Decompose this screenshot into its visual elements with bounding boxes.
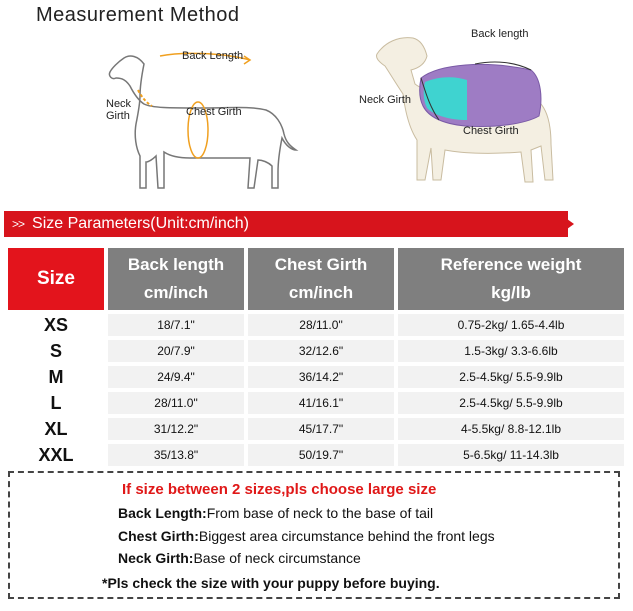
- chest-girth-label-right: Chest Girth: [463, 125, 519, 137]
- header-back-length-line2: cm/inch: [143, 283, 209, 302]
- table-row: [8, 366, 624, 388]
- table-row: [8, 314, 624, 336]
- table-row: [8, 444, 624, 466]
- back-length-label: Back Length: [182, 50, 244, 62]
- chest-girth-cell: 41/16.1": [248, 392, 394, 414]
- size-cell: S: [8, 340, 104, 362]
- chest-girth-cell: 36/14.2": [248, 366, 394, 388]
- chest-girth-cell: 28/11.0": [248, 314, 394, 336]
- dog-in-vest-icon: [355, 20, 580, 192]
- weight-cell: 5-6.5kg/ 11-14.3lb: [398, 444, 624, 466]
- back-length-cell: 24/9.4": [108, 366, 244, 388]
- back-length-cell: 31/12.2": [108, 418, 244, 440]
- chest-girth-cell: 45/17.7": [248, 418, 394, 440]
- dog-measurement-diagram: [100, 38, 310, 210]
- neck-girth-label-line1: Neck: [106, 98, 132, 110]
- banner-tail: [556, 211, 574, 237]
- weight-cell: 2.5-4.5kg/ 5.5-9.9lb: [398, 392, 624, 414]
- note-chest-girth-desc: Biggest area circumstance behind the front legs: [198, 528, 495, 544]
- size-cell: XXL: [8, 444, 104, 466]
- chest-girth-cell: 50/19.7": [248, 444, 394, 466]
- neck-girth-label-right: Neck Girth: [359, 94, 411, 106]
- size-warning: If size between 2 sizes,pls choose large size: [122, 481, 437, 498]
- header-size: Size: [8, 248, 104, 310]
- page-title: Measurement Method: [36, 4, 240, 26]
- note-back-length-desc: From base of neck to the base of tail: [206, 505, 434, 521]
- table-row: [8, 340, 624, 362]
- note-chest-girth: [118, 528, 495, 544]
- double-chevron-icon: >>: [12, 217, 25, 231]
- note-chest-girth-term: Chest Girth:: [118, 528, 199, 544]
- header-reference-weight: [398, 248, 624, 310]
- neck-girth-label-line2: Girth: [106, 110, 130, 122]
- table-header-row: [8, 248, 624, 310]
- weight-cell: 2.5-4.5kg/ 5.5-9.9lb: [398, 366, 624, 388]
- size-cell: L: [8, 392, 104, 414]
- note-back-length-term: Back Length:: [118, 505, 207, 521]
- note-neck-girth-term: Neck Girth:: [118, 550, 194, 566]
- weight-cell: 0.75-2kg/ 1.65-4.4lb: [398, 314, 624, 336]
- footer-note: *Pls check the size with your puppy before buying.: [102, 575, 440, 591]
- header-chest-girth-line1: Chest Girth: [274, 255, 368, 274]
- dog-vest-illustration: [355, 20, 580, 192]
- back-length-cell: 28/11.0": [108, 392, 244, 414]
- weight-cell: 4-5.5kg/ 8.8-12.1lb: [398, 418, 624, 440]
- chest-girth-cell: 32/12.6": [248, 340, 394, 362]
- chest-girth-label: Chest Girth: [186, 106, 242, 118]
- table-row: [8, 418, 624, 440]
- note-back-length: [118, 505, 433, 521]
- back-length-label-right: Back length: [471, 28, 529, 40]
- back-length-cell: 20/7.9": [108, 340, 244, 362]
- note-neck-girth-desc: Base of neck circumstance: [193, 550, 361, 566]
- size-table: [4, 244, 628, 470]
- back-length-cell: 18/7.1": [108, 314, 244, 336]
- banner-text: Size Parameters(Unit:cm/inch): [32, 215, 249, 232]
- size-cell: M: [8, 366, 104, 388]
- size-cell: XS: [8, 314, 104, 336]
- size-parameters-banner: [4, 211, 568, 237]
- header-back-length-line1: Back length: [127, 255, 225, 274]
- note-neck-girth: [118, 550, 361, 566]
- dog-outline-icon: [100, 38, 310, 210]
- notes-box: [8, 471, 620, 599]
- back-length-cell: 35/13.8": [108, 444, 244, 466]
- size-cell: XL: [8, 418, 104, 440]
- header-chest-girth: [248, 248, 394, 310]
- header-reference-weight-line1: Reference weight: [440, 255, 582, 274]
- header-reference-weight-line2: kg/lb: [491, 283, 531, 302]
- header-back-length: [108, 248, 244, 310]
- weight-cell: 1.5-3kg/ 3.3-6.6lb: [398, 340, 624, 362]
- table-row: [8, 392, 624, 414]
- header-chest-girth-line2: cm/inch: [288, 283, 354, 302]
